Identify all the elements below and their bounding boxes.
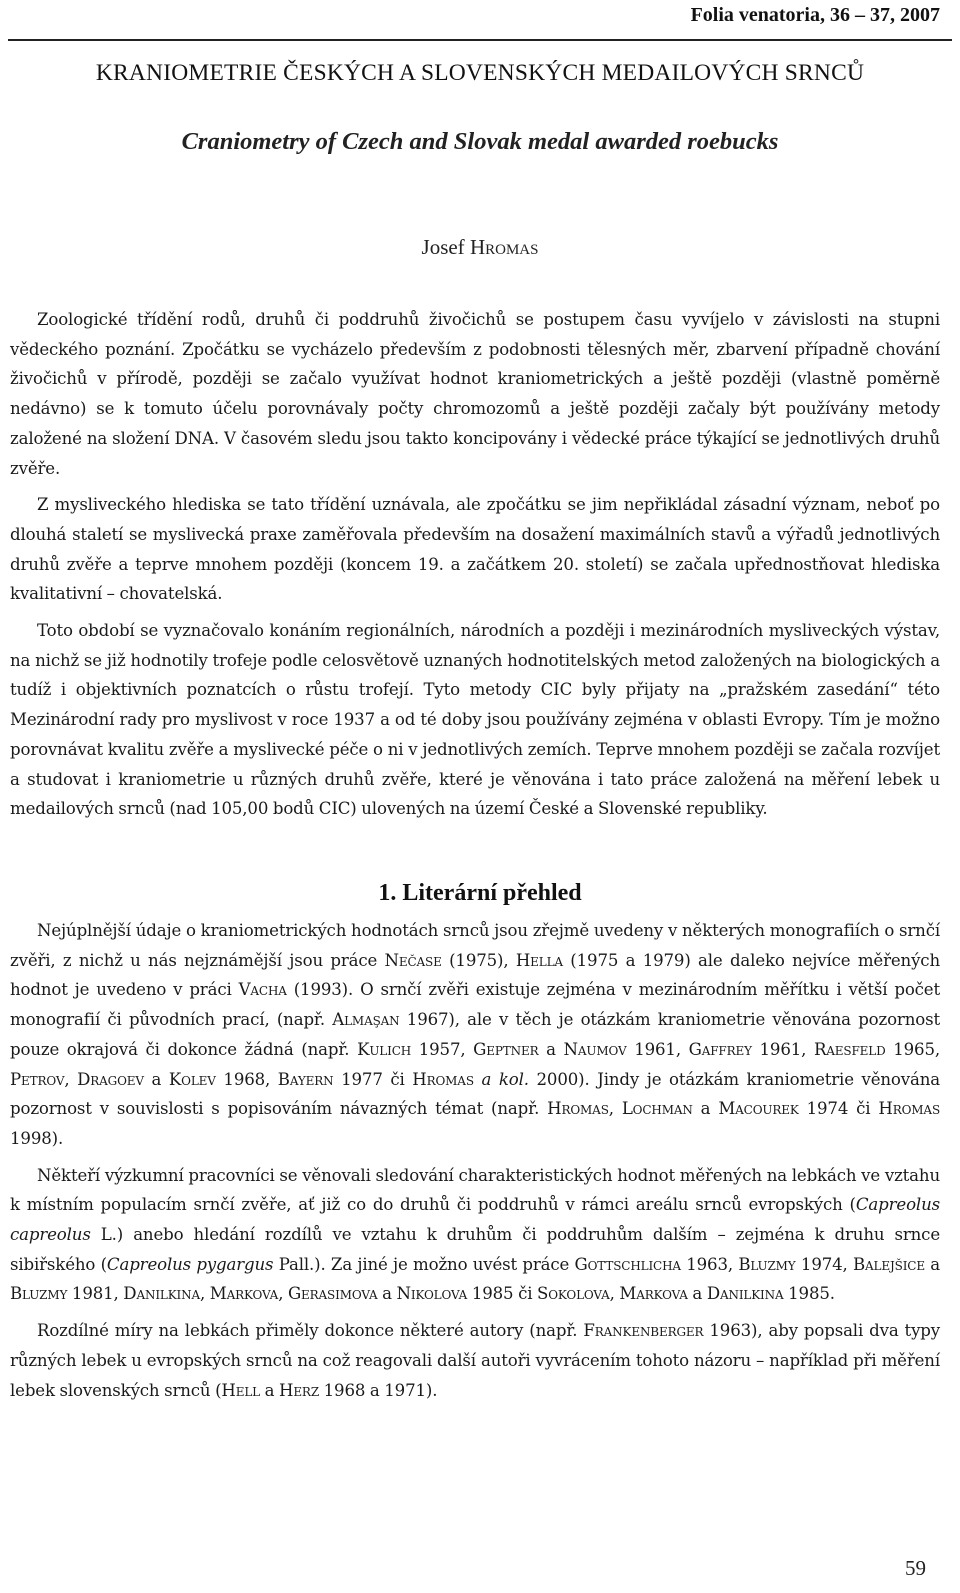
cited-author: Nečase (384, 950, 442, 970)
cited-author: Hromas (878, 1099, 941, 1119)
cited-author: Bayern (277, 1069, 334, 1089)
cited-author: Frankenberger (583, 1321, 704, 1341)
cited-author: Gottschlicha (574, 1254, 681, 1274)
literature-section (10, 916, 940, 1405)
cited-author: Hromas (412, 1069, 474, 1089)
article-subtitle: Craniometry of Czech and Slovak medal awarded roebucks (181, 128, 779, 155)
literature-paragraph-2: Někteří výzkumní pracovníci se věnovali sledování charakteristických hodnot měřených na lebkách ve vztahu k místním populacím srnčí zvěře, ať již co do druhů či poddruhů v rámci areálu srnců evropských (Capreolus capreolus L.) anebo hledání rozdílů ve vztahu k druhům či poddruhům dalším – zejména k druhu srnce sibiřského (Capreolus pygargus Pall.). Za jiné je možno uvést práce Gottschlicha 1963, Bluzmy 1974, Balejšice a Bluzmy 1981, Danilkina, Markova, Gerasimova a Nikolova 1985 či Sokolova, Markova a Danilkina 1985. (10, 1165, 940, 1304)
species-name: Capreolus capreolus (10, 1195, 940, 1245)
cited-author: Markova (209, 1284, 279, 1304)
cited-author: Kolev (168, 1069, 216, 1089)
cited-author: Hell (221, 1380, 260, 1400)
cited-author: Raesfeld (813, 1039, 886, 1059)
et-al: a kol. (481, 1069, 529, 1089)
cited-author: Gerasimova (287, 1284, 378, 1304)
cited-author: Petrov (10, 1069, 65, 1089)
intro-paragraph-1: Zoologické třídění rodů, druhů či poddruhů živočichů se postupem času vyvíjelo v závislosti na stupni vědeckého poznání. Zpočátku se vycházelo především z podobnosti tělesných měr, zbarvení případně chování živočichů v přírodě, později se začalo využívat hodnot kraniometrických a ještě později (vlastně poměrně nedávno) se k tomuto účelu porovnávaly počty chromozomů a ještě později začaly být používány metody založené na složení DNA. V časovém sledu jsou takto koncipovány i vědecké práce týkající se jednotlivých druhů zvěře. (10, 310, 940, 478)
cited-author: Geptner (473, 1039, 539, 1059)
cited-author: Hromas (547, 1099, 609, 1119)
page-number: 59 (905, 1556, 926, 1580)
cited-author: Almaşan (332, 1010, 400, 1030)
cited-author: Markova (619, 1284, 688, 1304)
section-heading: 1. Literární přehled (378, 880, 582, 906)
cited-author: Vacha (238, 980, 287, 1000)
cited-author: Danilkina (706, 1284, 784, 1304)
author-last-name-rest: romas (485, 235, 539, 259)
author-name (0, 235, 960, 260)
article-title: KRANIOMETRIE ČESKÝCH A SLOVENSKÝCH MEDAILOVÝCH SRNCŮ (95, 60, 865, 86)
cited-author: Kulich (357, 1039, 412, 1059)
author-first-name: Josef (421, 235, 470, 259)
cited-author: Hella (515, 950, 563, 970)
cited-author: Bluzmy (738, 1254, 796, 1274)
cited-author: Naumov (563, 1039, 627, 1059)
header-rule (8, 39, 952, 41)
species-name: Capreolus pygargus (106, 1254, 274, 1274)
cited-author: Bluzmy (10, 1284, 68, 1304)
intro-paragraph-3: Toto období se vyznačovalo konáním regionálních, národních a později i mezinárodních mysliveckých výstav, na nichž se již hodnotily trofeje podle celosvětově uznaných hodnotitelských metod založených na biologických a tudíž i objektivních poznatcích o růstu trofejí. Tyto metody CIC byly přijaty na „pražském zasedání“ této Mezinárodní rady pro myslivost v roce 1937 a od té doby jsou používány zejména v oblasti Evropy. Tím je možno porovnávat kvalitu zvěře a myslivecké péče o ni v jednotlivých zemích. Teprve mnohem později se začala rozvíjet a studovat i kraniometrie u různých druhů zvěře, které je věnována i tato práce založená na měření lebek u medailových srnců (nad 105,00 bodů CIC) ulovených na území České a Slovenské republiky. (10, 621, 940, 819)
literature-paragraph-3: Rozdílné míry na lebkách přiměly dokonce některé autory (např. Frankenberger 1963), aby popsali dva typy různých lebek u evropských srnců na což reagovali další autoři vyvrácením tohoto názoru – například při měření lebek slovenských srnců (Hell a Herz 1968 a 1971). (10, 1321, 940, 1400)
intro-paragraph-2: Z mysliveckého hlediska se tato třídění uznávala, ale zpočátku se jim nepřikládal zásadní význam, neboť po dlouhá staletí se myslivecká praxe zaměřovala především na dosažení maximálních stavů a výřadů jednotlivých druhů zvěře a teprve mnohem později (koncem 19. a začátkem 20. století) se začala upřednostňovat hlediska kvalitativní – chovatelská. (10, 495, 940, 604)
cited-author: Lochman (621, 1099, 693, 1119)
cited-author: Gaffrey (688, 1039, 752, 1059)
cited-author: Sokolova (537, 1284, 610, 1304)
cited-author: Macourek (718, 1099, 799, 1119)
cited-author: Herz (279, 1380, 320, 1400)
cited-author: Dragoev (77, 1069, 144, 1089)
cited-author: Balejšice (852, 1254, 925, 1274)
cited-author: Nikolova (396, 1284, 468, 1304)
literature-paragraph-1: Nejúplnější údaje o kraniometrických hodnotách srnců jsou zřejmě uvedeny v některých monografiích o srnčí zvěři, z nichž u nás nejznámější jsou práce Nečase (1975), Hella (1975 a 1979) ale daleko nejvíce měřených hodnot je uvedeno v práci Vacha (1993). O srnčí zvěři existuje zejména v mezinárodním měřítku i větší počet monografií či původních prací, (např. Almaşan 1967), ale v těch je otázkám kraniometrie věnována pozornost pouze okrajová či dokonce žádná (např. Kulich 1957, Geptner a Naumov 1961, Gaffrey 1961, Raesfeld 1965, Petrov, Dragoev a Kolev 1968, Bayern 1977 či Hromas a kol. 2000). Jindy je otázkám kraniometrie věnována pozornost v souvislosti s popisováním návazných témat (např. Hromas, Lochman a Macourek 1974 či Hromas 1998). (10, 921, 941, 1148)
intro-section (10, 305, 940, 824)
journal-header: Folia venatoria, 36 – 37, 2007 (690, 4, 940, 26)
cited-author: Danilkina (123, 1284, 200, 1304)
author-last-initial: H (469, 235, 486, 259)
